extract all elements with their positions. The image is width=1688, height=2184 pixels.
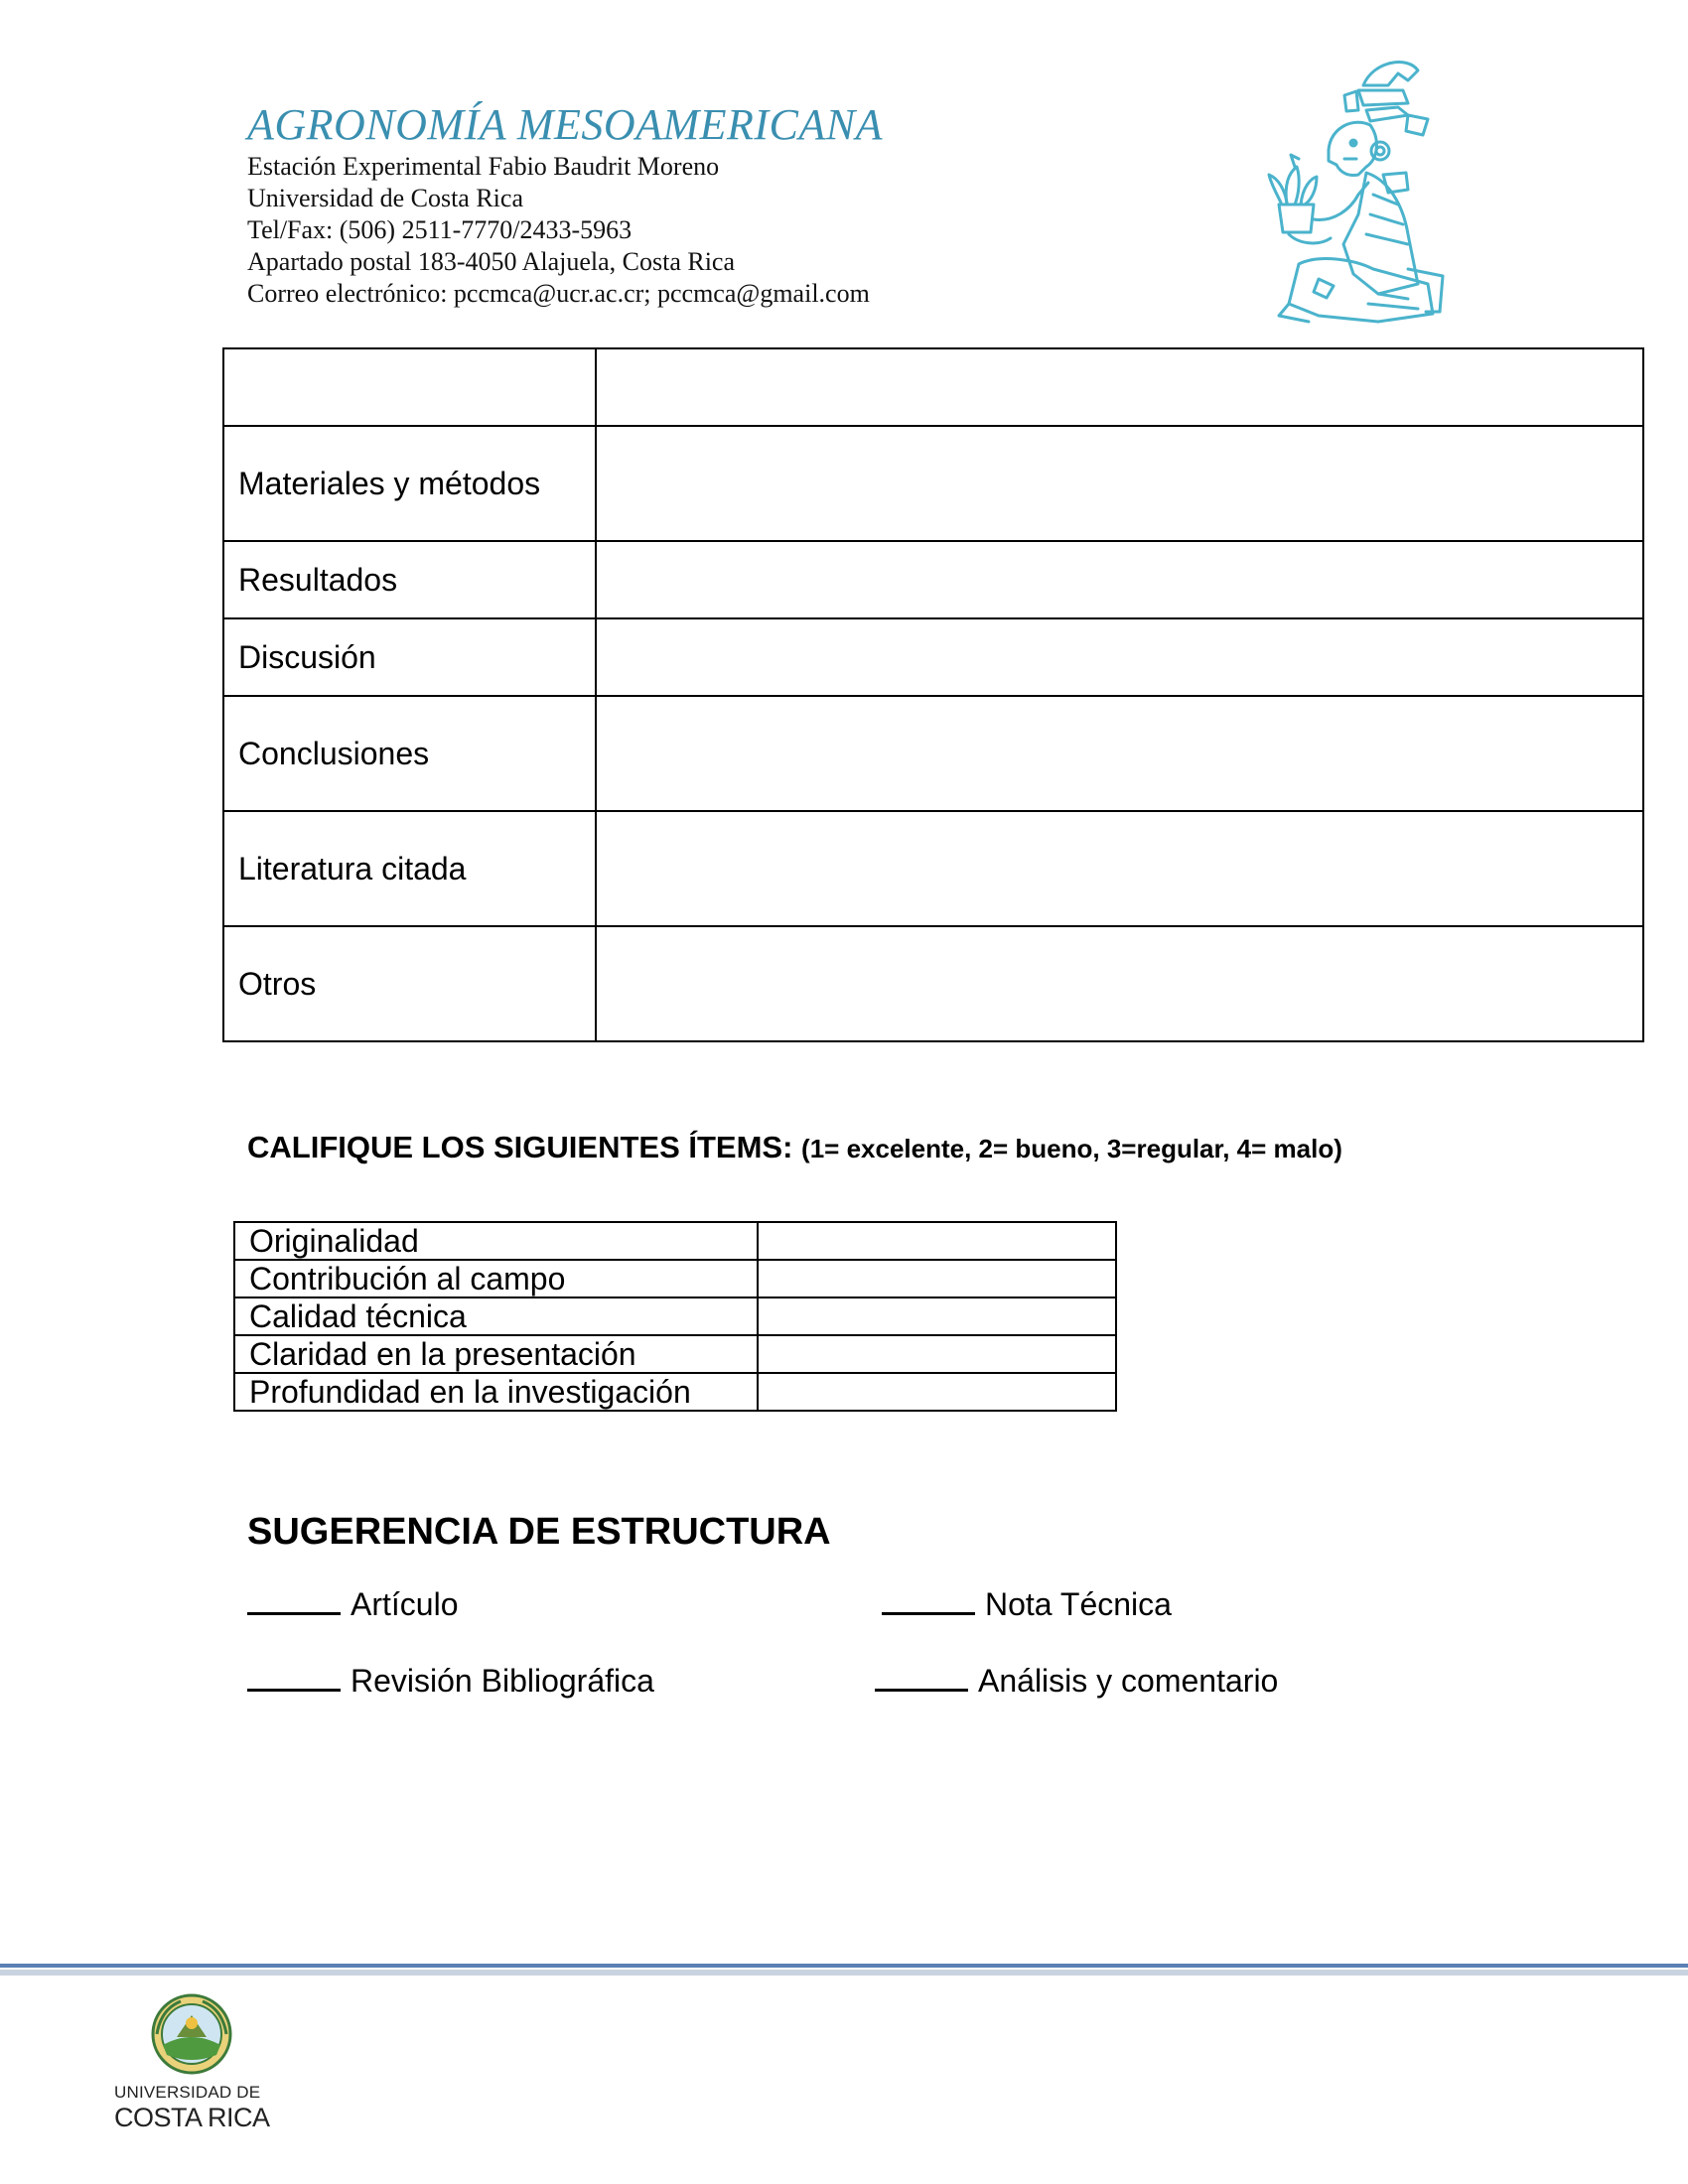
address-line: Apartado postal 183-4050 Alajuela, Costa Rica: [247, 247, 736, 276]
rating-input-cell[interactable]: [758, 1297, 1116, 1335]
table-row: [234, 1373, 1116, 1411]
maya-figure-icon: [1259, 56, 1448, 329]
section-comment-cell[interactable]: [596, 618, 1643, 696]
option-label: Revisión Bibliográfica: [351, 1663, 654, 1699]
section-comment-cell[interactable]: [596, 811, 1643, 926]
rating-heading: [247, 1130, 1342, 1165]
table-row: [223, 426, 1643, 541]
review-sections-table: [222, 347, 1644, 1042]
table-row: [234, 1297, 1116, 1335]
section-comment-cell[interactable]: [596, 426, 1643, 541]
option-label: Nota Técnica: [985, 1586, 1172, 1622]
rating-item-label: Calidad técnica: [234, 1297, 758, 1335]
rating-title: CALIFIQUE LOS SIGUIENTES ÍTEMS:: [247, 1130, 793, 1164]
section-comment-cell[interactable]: [596, 541, 1643, 618]
section-label: Literatura citada: [223, 811, 596, 926]
section-label: Materiales y métodos: [223, 426, 596, 541]
table-row: [223, 618, 1643, 696]
checkbox-blank-line[interactable]: [882, 1582, 975, 1615]
section-comment-cell[interactable]: [596, 348, 1643, 426]
checkbox-blank-line[interactable]: [875, 1659, 968, 1692]
section-comment-cell[interactable]: [596, 926, 1643, 1041]
station-name: Estación Experimental Fabio Baudrit Moreno: [247, 152, 720, 181]
rating-input-cell[interactable]: [758, 1373, 1116, 1411]
journal-title: AGRONOMÍA MESOAMERICANA: [247, 100, 884, 149]
option-articulo[interactable]: [247, 1582, 458, 1623]
table-row: [234, 1260, 1116, 1297]
table-row: [234, 1222, 1116, 1260]
phone-line: Tel/Fax: (506) 2511-7770/2433-5963: [247, 215, 633, 244]
option-revision-bibliografica[interactable]: [247, 1659, 654, 1700]
section-comment-cell[interactable]: [596, 696, 1643, 811]
footer-rule-shadow: [0, 1970, 1688, 1976]
table-row: [223, 696, 1643, 811]
table-row: [223, 926, 1643, 1041]
rating-scale: (1= excelente, 2= bueno, 3=regular, 4= malo): [801, 1134, 1342, 1163]
rating-item-label: Originalidad: [234, 1222, 758, 1260]
table-row: [234, 1335, 1116, 1373]
option-nota-tecnica[interactable]: [882, 1582, 1172, 1623]
table-row: [223, 811, 1643, 926]
checkbox-blank-line[interactable]: [247, 1582, 341, 1615]
ucr-seal-icon: [151, 1993, 232, 2075]
rating-input-cell[interactable]: [758, 1335, 1116, 1373]
university-name: Universidad de Costa Rica: [247, 184, 523, 212]
table-row: [223, 541, 1643, 618]
rating-input-cell[interactable]: [758, 1222, 1116, 1260]
option-analisis-comentario[interactable]: [875, 1659, 1278, 1700]
structure-heading: SUGERENCIA DE ESTRUCTURA: [247, 1511, 831, 1553]
rating-item-label: Claridad en la presentación: [234, 1335, 758, 1373]
section-label: [223, 348, 596, 426]
letterhead: [247, 99, 1042, 310]
checkbox-blank-line[interactable]: [247, 1659, 341, 1692]
option-label: Artículo: [351, 1586, 459, 1622]
ucr-logo: [111, 1993, 270, 2142]
table-row: [223, 348, 1643, 426]
email-line: Correo electrónico: pccmca@ucr.ac.cr; pccmca@gmail.com: [247, 279, 870, 308]
rating-item-label: Profundidad en la investigación: [234, 1373, 758, 1411]
ucr-logo-line-1: UNIVERSIDAD DE: [114, 2083, 261, 2102]
section-label: Otros: [223, 926, 596, 1041]
option-label: Análisis y comentario: [978, 1663, 1279, 1699]
rating-item-label: Contribución al campo: [234, 1260, 758, 1297]
rating-input-cell[interactable]: [758, 1260, 1116, 1297]
section-label: Discusión: [223, 618, 596, 696]
section-label: Conclusiones: [223, 696, 596, 811]
ucr-logo-line-2: COSTA RICA: [114, 2103, 270, 2132]
section-label: Resultados: [223, 541, 596, 618]
footer-rule: [0, 1964, 1688, 1968]
rating-table: [233, 1221, 1117, 1412]
